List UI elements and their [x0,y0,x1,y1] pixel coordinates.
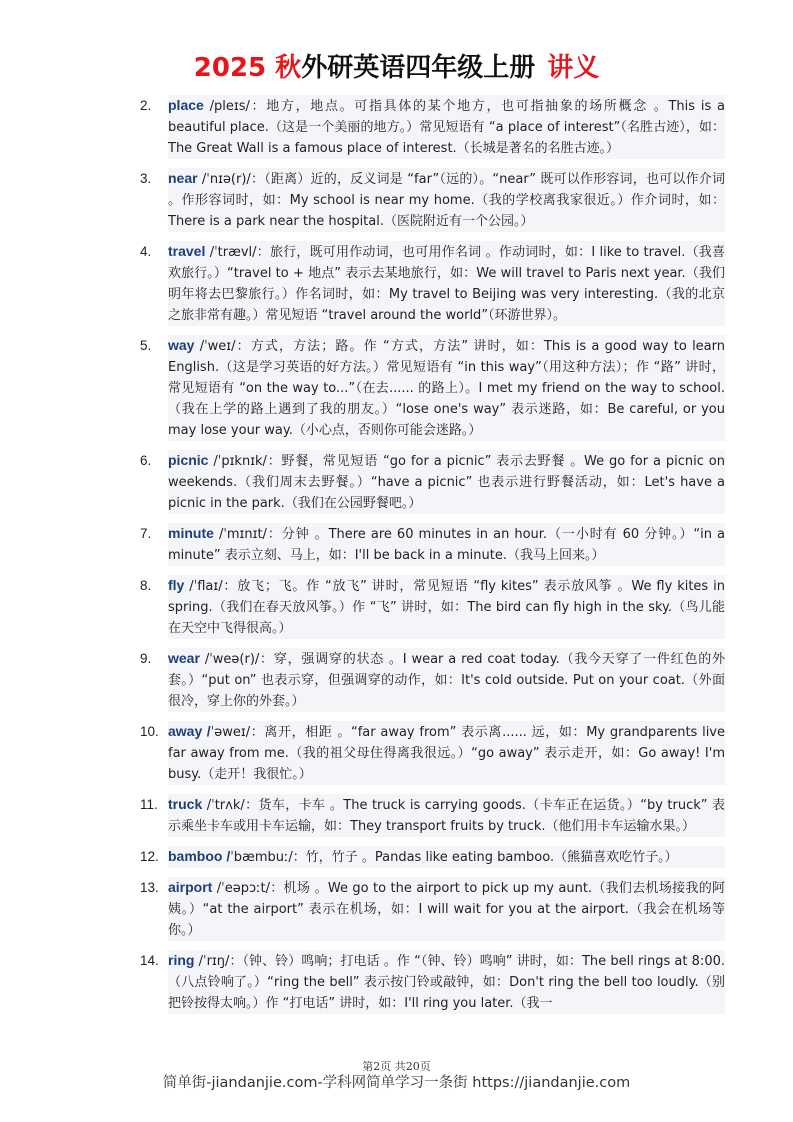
entry-word: picnic [168,452,209,468]
vocabulary-list [140,95,725,1023]
entry-number: 8. [140,578,152,593]
entry-body [168,335,725,441]
entry-word: ring [168,952,195,968]
title-suffix: 讲义 [547,53,600,83]
entry-body [168,450,725,514]
vocab-entry [140,575,725,639]
entry-body [168,575,725,639]
entry-number: 9. [140,651,152,666]
entry-number: 3. [140,171,152,186]
vocab-entry [140,450,725,514]
vocab-entry [140,794,725,837]
entry-body [168,168,725,232]
vocab-entry [140,877,725,941]
page-title [0,50,793,86]
entry-word: bamboo / [168,848,231,864]
entry-number: 6. [140,453,152,468]
entry-definition: /ˈweə(r)/：穿，强调穿的状态 。I wear a red coat today.（我今天穿了一件红色的外套。）“put on” 也表示穿，但强调穿的动作，如：It's cold outside. Put on your coat.（外面很冷，穿上你的外套。） [168,652,725,709]
entry-number: 2. [140,98,152,113]
vocab-entry [140,846,725,868]
entry-word: way [168,337,195,353]
entry-body [168,95,725,159]
entry-definition: /ˈweɪ/：方式，方法；路。作 “方式，方法” 讲时，如：This is a good way to learn English.（这是学习英语的好方法。）常见短语有 “in this way”（用这种方法）；作 “路” 讲时，常见短语有 “on the way to...”（在去...... 的路上）。I met my friend on the way to school.（我在上学的路上遇到了我的朋友。）“lose one's way” 表示迷路，如：Be careful, or you may lose your way.（小心点，否则你可能会迷路。） [168,339,725,438]
vocab-entry [140,721,725,785]
vocab-entry [140,523,725,566]
entry-definition: /ˈeəpɔːt/：机场 。We go to the airport to pick up my aunt.（我们去机场接我的阿姨。）“at the airport” 表示在机场，如：I will wait for you at the airport.（我会在机场等你。） [168,881,725,938]
site-footer: 简单街-jiandanjie.com-学科网简单学习一条街 https://jiandanjie.com [162,1075,631,1091]
entry-definition: /ˈrɪŋ/：（钟、铃）鸣响；打电话 。作 “（钟、铃）鸣响” 讲时，如：The bell rings at 8:00.（八点铃响了。）“ring the bell” 表示按门铃或敲钟，如：Don't ring the bell too loudly.（别把铃按得太响。）作 “打电话” 讲时，如：I'll ring you later.（我一 [168,954,725,1011]
entry-body [168,950,725,1014]
vocab-entry [140,95,725,159]
entry-word: minute [168,525,214,541]
entry-body [168,721,725,785]
entry-body [168,648,725,712]
entry-word: truck [168,796,203,812]
entry-definition: /pleɪs/：地方，地点。可指具体的某个地方，也可指抽象的场所概念 。This is a beautiful place.（这是一个美丽的地方。）常见短语有 “a place of interest”（名胜古迹），如：The Great Wall is a famous place of interest.（长城是著名的名胜古迹。） [168,99,725,156]
vocab-entry [140,335,725,441]
entry-body [168,846,725,868]
entry-body [168,241,725,326]
entry-number: 11. [140,797,158,812]
entry-number: 12. [140,849,159,864]
page-number: 第2页 共20页 [362,1060,431,1073]
entry-number: 13. [140,880,159,895]
entry-number: 14. [140,953,159,968]
entry-word: wear [168,650,200,666]
entry-definition: /ˈtrævl/：旅行，既可用作动词，也可用作名词 。作动词时，如：I like to travel.（我喜欢旅行。）“travel to + 地点” 表示去某地旅行，如：We will travel to Paris next year.（我们明年将去巴黎旅行。）作名词时，如：My travel to Beijing was very interesting.（我的北京之旅非常有趣。）常见短语 “travel around the world”（环游世界）。 [168,245,725,323]
entry-definition: /ˈnɪə(r)/：（距离）近的，反义词是 “far”（远的）。“near” 既可以作形容词，也可以作介词 。作形容词时，如：My school is near my home.（我的学校离我家很近。）作介词时，如：There is a park near the hospital.（医院附近有一个公园。） [168,172,725,229]
entry-definition: /ˈmɪnɪt/：分钟 。There are 60 minutes in an hour.（一小时有 60 分钟。）“in a minute” 表示立刻、马上，如：I'll be back in a minute.（我马上回来。） [168,527,725,563]
entry-word: travel [168,243,206,259]
vocab-entry [140,241,725,326]
vocab-entry [140,950,725,1014]
entry-definition: /ˈpɪknɪk/：野餐，常见短语 “go for a picnic” 表示去野餐 。We go for a picnic on weekends.（我们周末去野餐。）“have a picnic” 也表示进行野餐活动，如：Let's have a picnic in the park.（我们在公园野餐吧。） [168,454,725,511]
vocab-entry [140,168,725,232]
entry-definition: ˈbæmbuː/：竹，竹子 。Pandas like eating bamboo.（熊猫喜欢吃竹子。） [230,850,678,865]
entry-body [168,877,725,941]
entry-body [168,523,725,566]
entry-word: airport [168,879,213,895]
entry-word: away / [168,723,211,739]
entry-number: 10. [140,724,159,739]
entry-word: fly [168,577,185,593]
entry-word: place [168,97,204,113]
entry-number: 5. [140,338,152,353]
title-subject: 外研英语四年级上册 [301,53,536,83]
entry-body [168,794,725,837]
entry-number: 4. [140,244,152,259]
vocab-entry [140,648,725,712]
entry-word: near [168,170,198,186]
entry-definition: ˈəweɪ/：离开，相距 。“far away from” 表示离...... 远，如：My grandparents live far away from me.（我的祖父母住得离我很远。）“go away” 表示走开，如：Go away! I'm busy.（走开！我很忙。） [168,725,726,782]
title-year: 2025 秋 [193,53,302,83]
entry-number: 7. [140,526,152,541]
entry-definition: /ˈtrʌk/：货车，卡车 。The truck is carrying goods.（卡车正在运货。）“by truck” 表示乘坐卡车或用卡车运输，如：They transport fruits by truck.（他们用卡车运输水果。） [168,798,725,834]
entry-definition: /ˈflaɪ/：放飞；飞。作 “放飞” 讲时，常见短语 “fly kites” 表示放风筝 。We fly kites in spring.（我们在春天放风筝。）作 “飞” 讲时，如：The bird can fly high in the sky.（鸟儿能在天空中飞得很高。） [168,579,725,636]
